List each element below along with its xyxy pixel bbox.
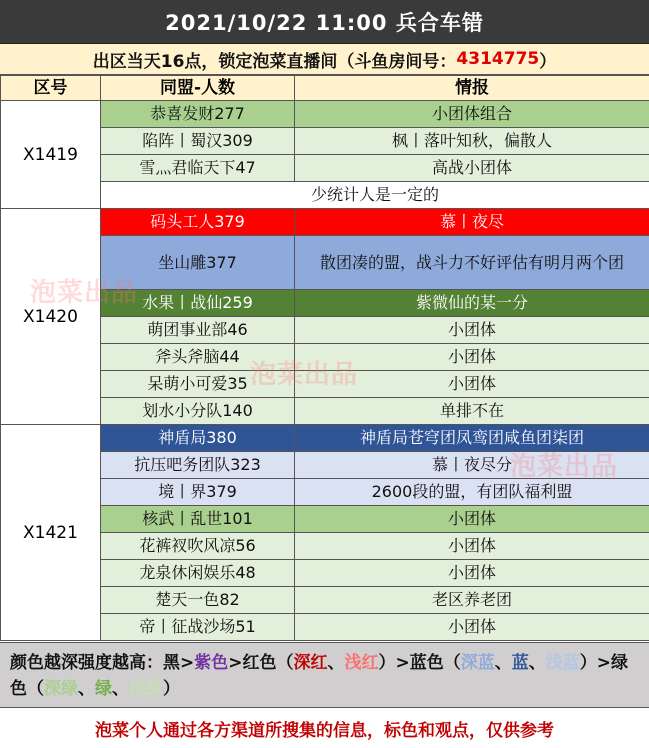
alliance-intel: 慕丨夜尽分 [295,452,649,479]
legend-text: ）>蓝色（ [378,653,461,673]
legend-sep: 、 [494,653,512,673]
stream-notice [0,44,649,75]
alliance-name: 呆萌小可爱35 [101,371,295,398]
legend-blue-light: 浅蓝 [545,653,580,673]
page-title: 2021/10/22 11:00 兵合车错 [0,0,649,44]
alliance-name: 恭喜发财277 [101,101,295,128]
alliance-name: 斧头斧脑44 [101,344,295,371]
table-row [1,101,649,128]
alliance-name: 萌团事业部46 [101,317,295,344]
legend-red-light: 浅红 [344,653,379,673]
alliance-name: 水果丨战仙259 [101,290,295,317]
alliance-intel: 小团体 [295,614,649,641]
zone-id: X1420 [1,209,101,425]
alliance-name: 抗压吧务团队323 [101,452,295,479]
legend-red-deep: 深红 [293,653,328,673]
zone-id: X1421 [1,425,101,641]
alliance-intel: 慕丨夜尽 [295,209,649,236]
alliance-name: 楚天一色82 [101,587,295,614]
legend-text: ） [163,679,180,699]
alliance-name: 陷阵丨蜀汉309 [101,128,295,155]
header-zone: 区号 [1,76,101,101]
alliance-intel: 紫微仙的某一分 [295,290,649,317]
header-intel: 情报 [295,76,649,101]
alliance-intel: 小团体 [295,371,649,398]
watermark: 泡菜出品 [250,360,359,390]
alliance-intel: 小团体 [295,533,649,560]
alliance-name: 划水小分队140 [101,398,295,425]
alliance-name: 神盾局380 [101,425,295,452]
alliance-intel: 小团体 [295,344,649,371]
alliance-intel: 散团凑的盟，战斗力不好评估有明月两个团 [295,236,649,290]
legend-text: >红色（ [228,653,294,673]
alliance-name: 雪灬君临天下47 [101,155,295,182]
legend-sep: 、 [327,653,345,673]
alliance-intel: 小团体 [295,560,649,587]
alliance-intel: 单排不在 [295,398,649,425]
watermark: 泡菜出品 [510,452,619,482]
alliance-intel: 小团体 [295,506,649,533]
table-header-row [1,76,649,101]
alliance-name: 龙泉休闲娱乐48 [101,560,295,587]
alliance-intel: 高战小团体 [295,155,649,182]
zone-id: X1419 [1,101,101,209]
watermark: 泡菜出品 [30,278,139,308]
legend-text: ）>绿色（ [10,653,628,699]
alliance-name: 境丨界379 [101,479,295,506]
legend-blue-deep: 深蓝 [460,653,495,673]
alliance-intel: 老区养老团 [295,587,649,614]
table-row [1,425,649,452]
alliance-name: 坐山雕377 [101,236,295,290]
alliance-name: 码头工人379 [101,209,295,236]
legend-green: 绿 [95,679,112,699]
alliance-intel: 枫丨落叶知秋，偏散人 [295,128,649,155]
legend-sep: 、 [78,679,95,699]
legend-sep: 、 [528,653,546,673]
room-number: 4314775 [456,49,540,69]
legend-green-deep: 深绿 [44,679,78,699]
table-row [1,209,649,236]
color-legend [0,642,649,708]
disclaimer: 泡菜个人通过各方渠道所搜集的信息，标色和观点，仅供参考 [0,708,649,748]
zone-note: 少统计人是一定的 [101,182,649,209]
alliance-intel: 神盾局苍穹团凤鸾团咸鱼团柒团 [295,425,649,452]
notice-suffix: ） [539,51,557,72]
alliance-intel: 小团体组合 [295,101,649,128]
legend-purple: 紫色 [194,653,229,673]
alliance-name: 花裤衩吹风凉56 [101,533,295,560]
header-alliance: 同盟-人数 [101,76,295,101]
alliance-name: 帝丨征战沙场51 [101,614,295,641]
alliance-intel: 小团体 [295,317,649,344]
notice-prefix: 出区当天16点，锁定泡菜直播间（斗鱼房间号： [92,51,457,72]
legend-sep: 、 [112,679,129,699]
alliance-intel: 2600段的盟，有团队福利盟 [295,479,649,506]
alliance-table [0,75,649,641]
legend-green-light: 浅绿 [129,679,163,699]
alliance-name: 核武丨乱世101 [101,506,295,533]
legend-blue: 蓝 [511,653,529,673]
legend-lead: 颜色越深强度越高：黑> [10,653,195,673]
